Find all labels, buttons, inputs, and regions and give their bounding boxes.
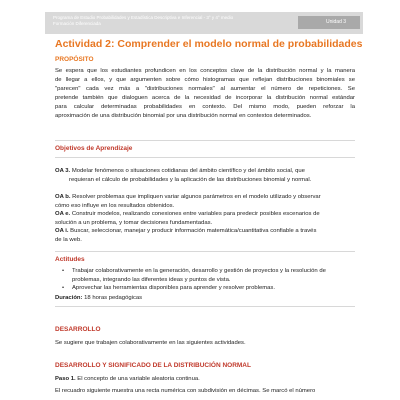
attitudes-list xyxy=(62,267,357,293)
purpose-line: de llegar a ellos, y que argumenten sobre cómo histogramas que reflejan distribuciones binomiales se xyxy=(55,77,355,83)
list-item xyxy=(62,284,357,293)
program-subtitle: Formación Diferenciada xyxy=(53,21,101,26)
objective-text: Buscar, seleccionar, manejar y producir información matemática/cuantitativa confiable a través xyxy=(70,228,317,234)
bullet-icon: • xyxy=(62,268,65,274)
purpose-line: "parecen" cada vez más a "distribuciones normales" al aumentar el número de repeticiones. Se xyxy=(55,86,355,92)
step-text: El concepto de una variable aleatoria continua. xyxy=(77,376,200,382)
objective-text: Modelar fenómenos o situaciones cotidianas del ámbito científico y del ámbito social, que xyxy=(71,168,305,174)
objective-oab xyxy=(55,193,355,210)
activity-title: Actividad 2: Comprender el modelo normal de probabilidades xyxy=(55,38,363,50)
divider xyxy=(55,157,355,158)
divider xyxy=(55,306,355,307)
objective-oai xyxy=(55,227,355,244)
duration-label: Duración: xyxy=(55,295,83,301)
objective-text: cómo eso influye en los resultados obtenidos. xyxy=(55,202,175,209)
purpose-line: Se espera que los estudiantes profundicen en los conceptos clave de la distribución normal y la manera xyxy=(55,68,355,74)
development-text: Se sugiere que trabajen colaborativamente en las siguientes actividades. xyxy=(55,340,246,346)
objective-code: OA b. xyxy=(55,194,71,200)
unit-badge: Unidad 3 xyxy=(298,16,360,29)
objective-text: Resolver problemas que impliquen variar algunos parámetros en el modelo utilizado y observar xyxy=(72,194,321,200)
objective-code: OA 3. xyxy=(55,168,71,174)
attitude-text: Aprovechar las herramientas disponibles para aprender y resolver problemas. xyxy=(72,285,276,292)
duration xyxy=(55,295,142,301)
purpose-heading: PROPÓSITO xyxy=(55,56,94,63)
attitudes-heading: Actitudes xyxy=(55,256,85,263)
attitude-text: problemas, integrando las diferentes ideas y puntos de vista. xyxy=(72,276,231,283)
objective-oa3 xyxy=(55,167,355,184)
list-item xyxy=(62,267,357,284)
objective-oae xyxy=(55,210,355,227)
purpose-line: para calcular determinadas probabilidades en contexto. Del mismo modo, pueden reforzar la xyxy=(55,104,355,110)
step-1 xyxy=(55,376,200,382)
step-label: Paso 1. xyxy=(55,376,76,382)
program-header xyxy=(53,15,283,27)
objective-text: Construir modelos, realizando conexiones entre variables para predecir posibles escenarios de xyxy=(71,211,320,217)
attitude-text: Trabajar colaborativamente en la generación, desarrollo y gestión de proyectos y la resolución de xyxy=(72,268,326,274)
purpose-line: aproximación de una distribución binomial por una distribución normal en contextos determinados. xyxy=(55,113,312,119)
purpose-line: pretende también que dialoguen acerca de la necesidad de incorporar la distribución normal estándar xyxy=(55,95,355,101)
objective-code: OA e. xyxy=(55,211,71,217)
divider xyxy=(55,251,355,252)
purpose-paragraph xyxy=(55,67,355,121)
program-title: Programa de Estudio Probabilidades y Estadística Descriptiva e Inferencial - 3° y 4° medio xyxy=(53,15,234,20)
section-heading: DESARROLLO Y SIGNIFICADO DE LA DISTRIBUCIÓN NORMAL xyxy=(55,362,251,369)
duration-value: 18 horas pedagógicas xyxy=(84,295,143,301)
objective-text: de la web. xyxy=(55,236,82,243)
objective-text: solución a un problema, y tomar decisiones fundamentadas. xyxy=(55,219,213,226)
development-heading: DESARROLLO xyxy=(55,326,101,333)
divider xyxy=(55,140,355,141)
objective-text: requieran el cálculo de probabilidades y la aplicación de las distribuciones binomial y normal. xyxy=(69,176,312,183)
objective-code: OA i. xyxy=(55,228,69,234)
body-line: El recuadro siguiente muestra una recta numérica con subdivisión en décimas. Se marcó el número xyxy=(55,388,316,394)
objectives-heading: Objetivos de Aprendizaje xyxy=(55,145,133,152)
bullet-icon: • xyxy=(62,285,65,292)
